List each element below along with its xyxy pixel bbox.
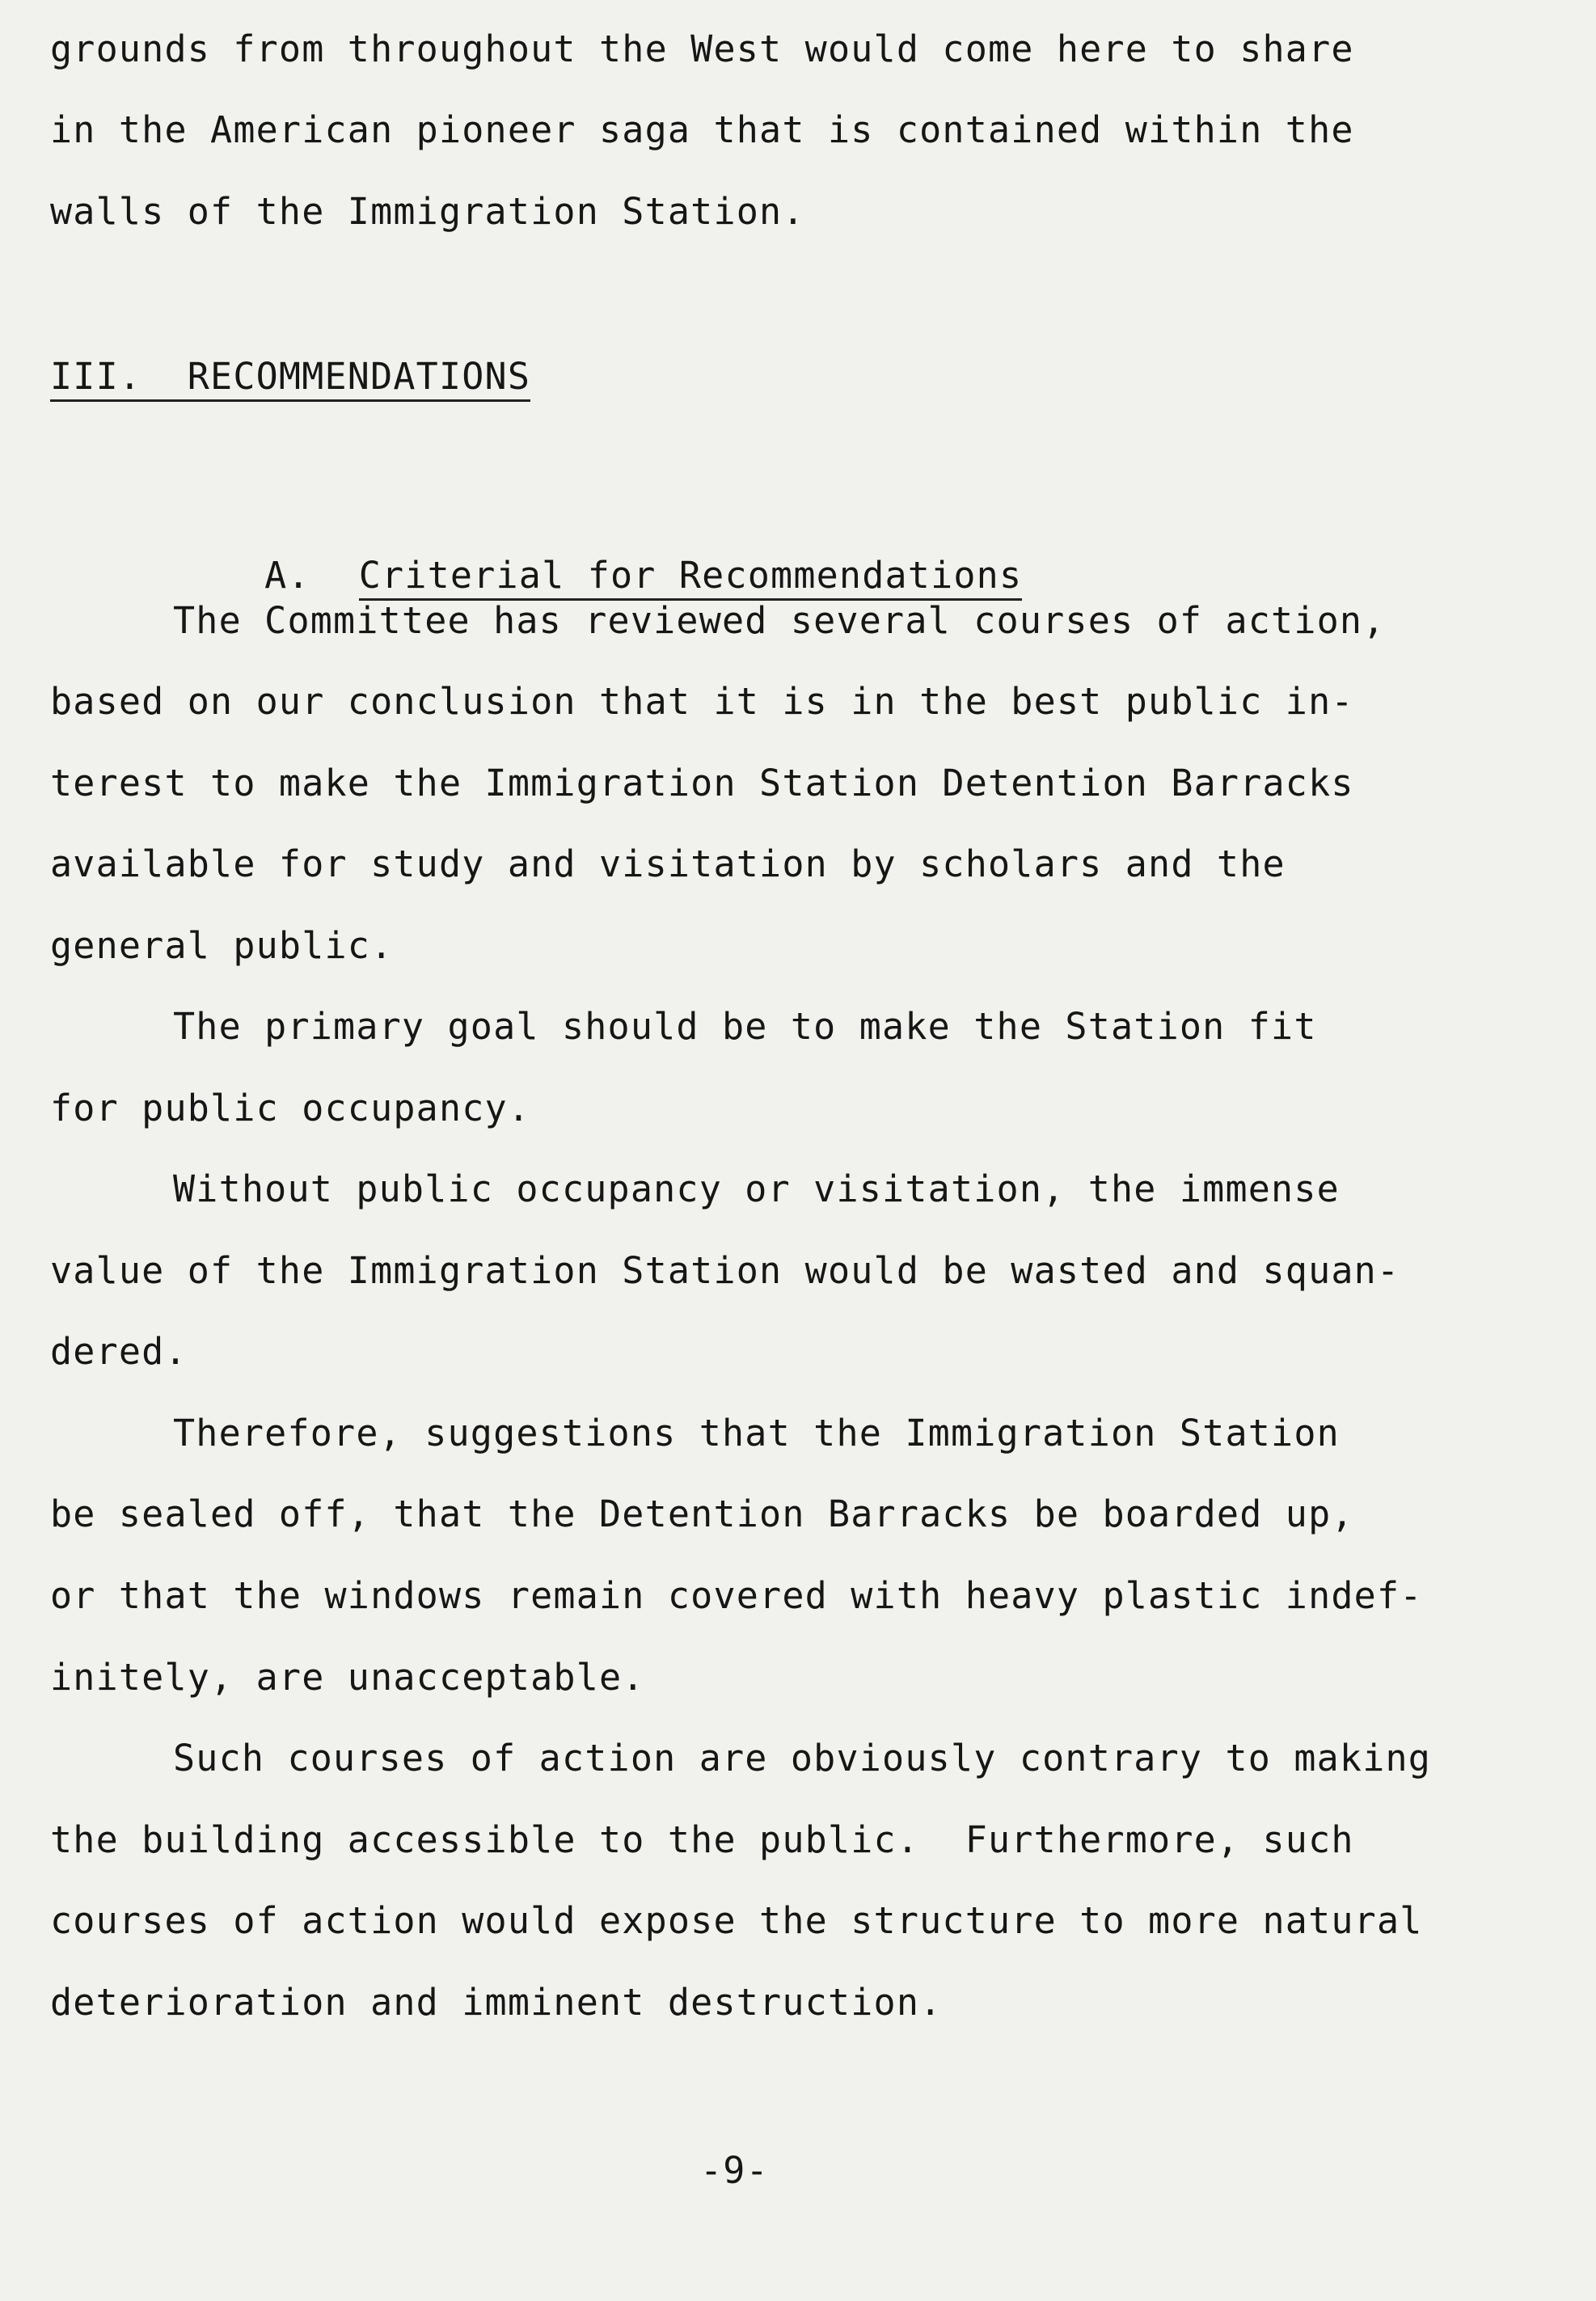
body-line-12: be sealed off, that the Detention Barracks be boarded up, — [50, 1492, 1354, 1535]
page-number: -9- — [700, 2149, 769, 2192]
body-line-6: The primary goal should be to make the Station fit — [173, 1005, 1317, 1048]
body-line-8: Without public occupancy or visitation, the immense — [173, 1167, 1340, 1210]
body-line-15: Such courses of action are obviously contrary to making — [173, 1737, 1432, 1780]
subsection-title: Criterial for Recommendations — [359, 557, 1022, 601]
body-line-2: based on our conclusion that it is in the best public in- — [50, 680, 1354, 723]
body-line-14: initely, are unacceptable. — [50, 1656, 645, 1699]
body-line-10: dered. — [50, 1330, 188, 1373]
body-line-17: courses of action would expose the structure to more natural — [50, 1899, 1423, 1942]
body-line-7: for public occupancy. — [50, 1087, 531, 1129]
intro-line-1: grounds from throughout the West would come here to share — [50, 27, 1354, 70]
body-line-5: general public. — [50, 924, 394, 967]
body-line-9: value of the Immigration Station would be wasted and squan- — [50, 1249, 1400, 1292]
body-line-3: terest to make the Immigration Station Detention Barracks — [50, 762, 1354, 804]
section-heading: III. RECOMMENDATIONS — [50, 358, 530, 402]
body-line-11: Therefore, suggestions that the Immigration Station — [173, 1412, 1340, 1454]
body-line-16: the building accessible to the public. Furthermore, such — [50, 1818, 1354, 1861]
body-line-1: The Committee has reviewed several courses of action, — [173, 599, 1386, 642]
body-line-4: available for study and visitation by scholars and the — [50, 842, 1286, 885]
body-line-18: deterioration and imminent destruction. — [50, 1981, 943, 2024]
body-line-13: or that the windows remain covered with heavy plastic indef- — [50, 1574, 1423, 1617]
intro-line-3: walls of the Immigration Station. — [50, 190, 805, 233]
subsection-label: A. — [264, 554, 310, 597]
intro-line-2: in the American pioneer saga that is contained within the — [50, 108, 1354, 151]
